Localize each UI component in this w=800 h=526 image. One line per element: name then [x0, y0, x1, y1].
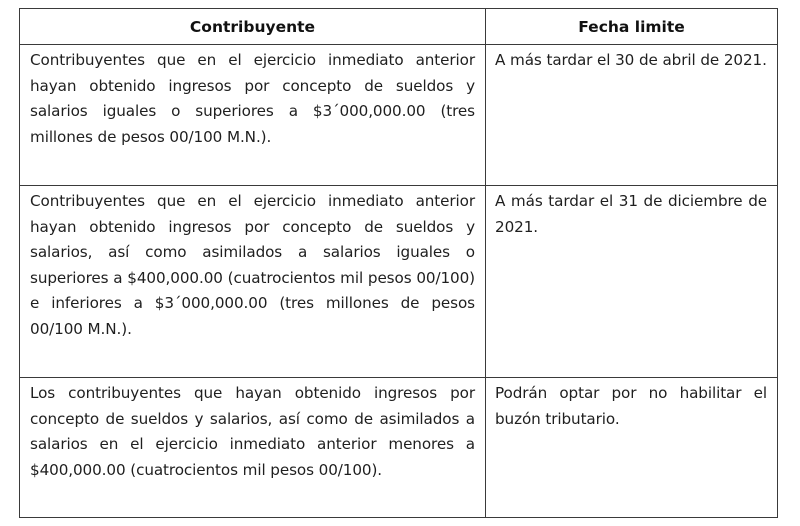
cell-contribuyente: Contribuyentes que en el ejercicio inmediato anterior hayan obtenido ingresos por concepto de sueldos y salarios, así como asimilados a salarios iguales o superiores a $400,000.00 (cuatrocientos mil pesos 00/100) e inferiores a $3´000,000.00 (tres millones de pesos 00/100 M.N.). [20, 186, 486, 378]
cell-fecha-limite: Podrán optar por no habilitar el buzón tributario. [486, 378, 778, 518]
cell-fecha-limite: A más tardar el 30 de abril de 2021. [486, 45, 778, 186]
table-row [20, 45, 778, 186]
cell-contribuyente: Los contribuyentes que hayan obtenido ingresos por concepto de sueldos y salarios, así como de asimilados a salarios en el ejercicio inmediato anterior menores a $400,000.00 (cuatrocientos mil pesos 00/100). [20, 378, 486, 518]
header-fecha-limite: Fecha limite [486, 9, 778, 45]
header-contribuyente: Contribuyente [20, 9, 486, 45]
header-row [20, 9, 778, 45]
cell-contribuyente: Contribuyentes que en el ejercicio inmediato anterior hayan obtenido ingresos por concepto de sueldos y salarios iguales o superiores a $3´000,000.00 (tres millones de pesos 00/100 M.N.). [20, 45, 486, 186]
table-row [20, 378, 778, 518]
deadline-table [19, 8, 778, 518]
table-row [20, 186, 778, 378]
cell-fecha-limite: A más tardar el 31 de diciembre de 2021. [486, 186, 778, 378]
